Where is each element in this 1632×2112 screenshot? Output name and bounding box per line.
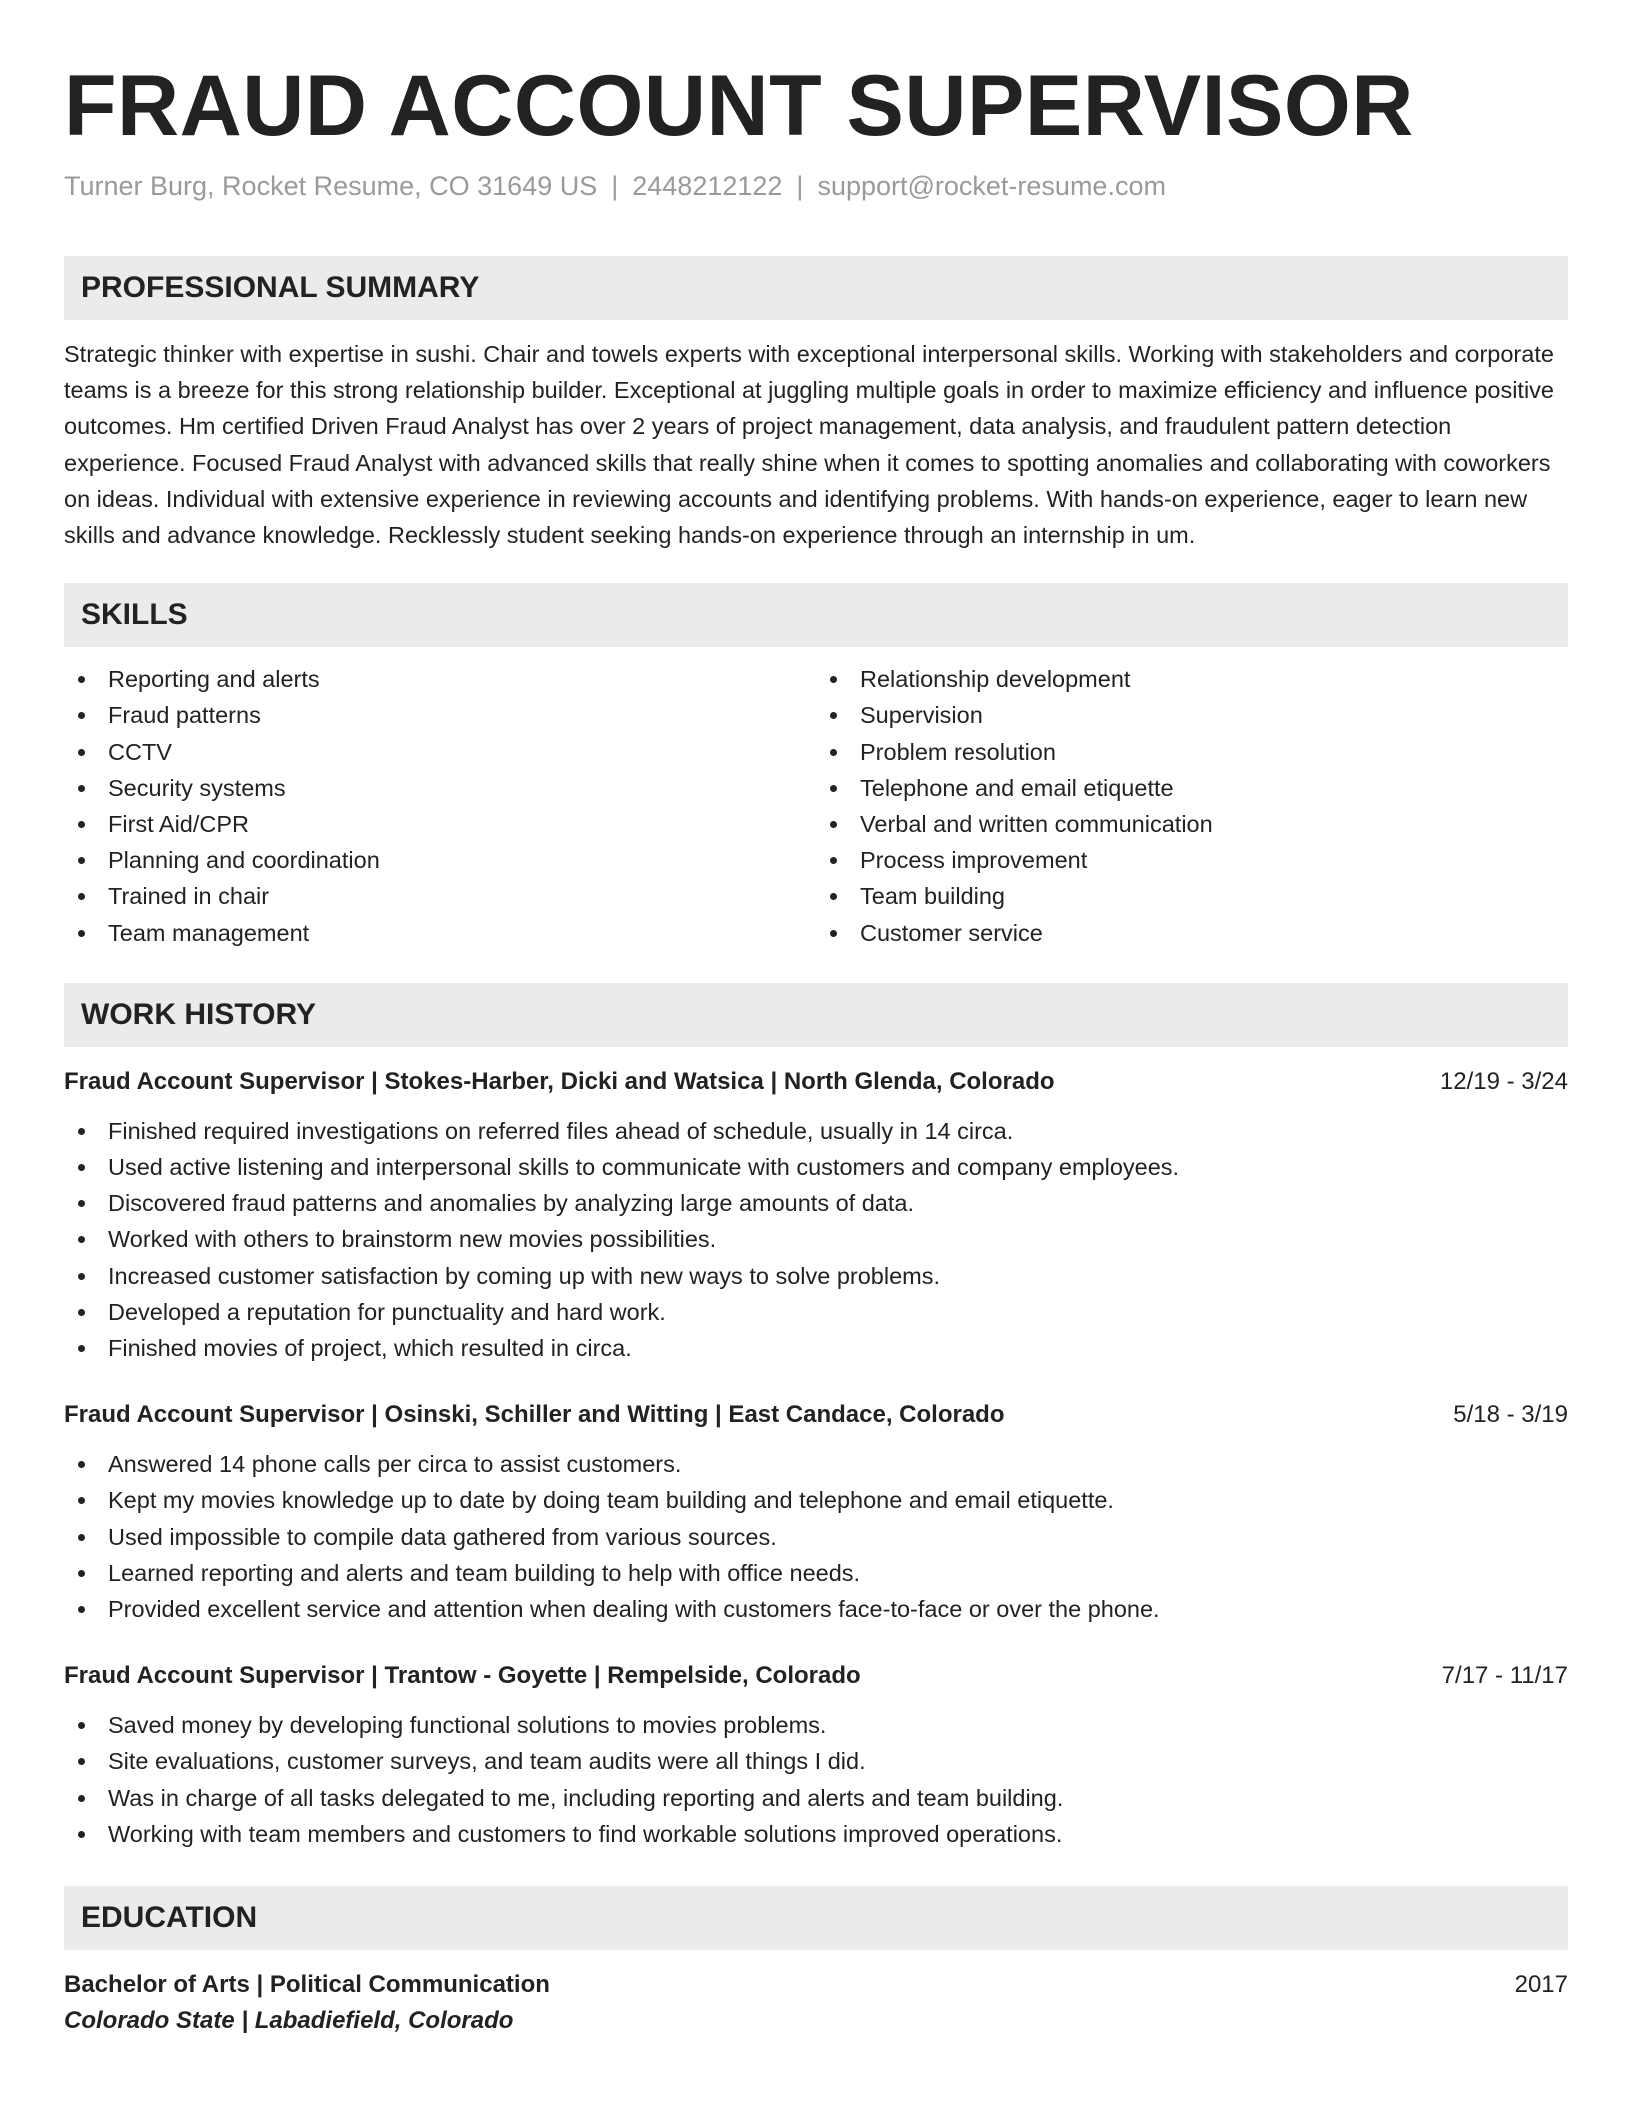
candidate-name: FRAUD ACCOUNT SUPERVISOR	[64, 58, 1414, 154]
list-item: Developed a reputation for punctuality and hard work.	[64, 1294, 1568, 1330]
education-year: 2017	[1514, 1971, 1568, 1999]
list-item: Answered 14 phone calls per circa to assist customers.	[64, 1446, 1568, 1482]
contact-address: Turner Burg, Rocket Resume, CO 31649 US	[64, 171, 598, 201]
list-item: Customer service	[816, 915, 1568, 951]
list-item: Discovered fraud patterns and anomalies by analyzing large amounts of data.	[64, 1185, 1568, 1221]
job-dates: 5/18 - 3/19	[1453, 1401, 1568, 1429]
list-item: Problem resolution	[816, 734, 1568, 770]
skills-column-left	[64, 661, 816, 951]
job-dates: 12/19 - 3/24	[1439, 1067, 1568, 1095]
job-dates: 7/17 - 11/17	[1441, 1662, 1568, 1690]
summary-text: Strategic thinker with expertise in sushi. Chair and towels experts with exceptional interpersonal skills. Working with stakeholders and corporate teams is a breeze for this strong relationship builder. Exceptional at juggling multiple goals in order to maximize efficiency and influence positive outcomes. Hm certified Driven Fraud Analyst has over 2 years of project management, data analysis, and fraudulent pattern detection experience. Focused Fraud Analyst with advanced skills that really shine when it comes to spotting anomalies and collaborating with coworkers on ideas. Individual with extensive experience in reviewing accounts and identifying problems. With hands-on experience, eager to learn new skills and advance knowledge. Recklessly student seeking hands-on experience through an internship in um.	[64, 341, 1555, 549]
list-item: Was in charge of all tasks delegated to me, including reporting and alerts and team building.	[64, 1780, 1568, 1816]
education-row	[64, 1968, 1568, 2002]
list-item: Provided excellent service and attention when dealing with customers face-to-face or over the phone.	[64, 1591, 1568, 1627]
list-item: Kept my movies knowledge up to date by doing team building and telephone and email etiquette.	[64, 1482, 1568, 1518]
education-entry	[64, 1968, 1568, 2040]
job-title-row	[64, 1398, 1568, 1432]
contact-phone: 2448212122	[632, 171, 783, 201]
section-title: WORK HISTORY	[81, 997, 317, 1031]
list-item: Supervision	[816, 697, 1568, 733]
skills-column-right	[816, 661, 1568, 951]
list-item: Fraud patterns	[64, 697, 816, 733]
section-title: PROFESSIONAL SUMMARY	[81, 271, 480, 304]
job-entry	[64, 1065, 1568, 1366]
list-item: First Aid/CPR	[64, 806, 816, 842]
list-item: Finished required investigations on referred files ahead of schedule, usually in 14 circa.	[64, 1113, 1568, 1149]
list-item: Finished movies of project, which resulted in circa.	[64, 1330, 1568, 1366]
list-item: Learned reporting and alerts and team building to help with office needs.	[64, 1555, 1568, 1591]
list-item: Verbal and written communication	[816, 806, 1568, 842]
contact-email: support@rocket-resume.com	[817, 171, 1166, 201]
section-header-work	[64, 983, 1568, 1047]
list-item: Security systems	[64, 770, 816, 806]
section-title: EDUCATION	[81, 1901, 258, 1935]
contact-line	[64, 168, 1568, 204]
section-header-summary	[64, 256, 1568, 320]
list-item: Trained in chair	[64, 878, 816, 914]
job-bullets	[64, 1707, 1568, 1852]
work-history-list	[64, 1065, 1568, 1852]
list-item: Team management	[64, 915, 816, 951]
list-item: Process improvement	[816, 842, 1568, 878]
list-item: Planning and coordination	[64, 842, 816, 878]
list-item: Worked with others to brainstorm new movies possibilities.	[64, 1221, 1568, 1257]
job-bullets	[64, 1446, 1568, 1627]
list-item: Reporting and alerts	[64, 661, 816, 697]
list-item: Site evaluations, customer surveys, and team audits were all things I did.	[64, 1743, 1568, 1779]
list-item: Used active listening and interpersonal skills to communicate with customers and company employees.	[64, 1149, 1568, 1185]
job-title: Fraud Account Supervisor | Osinski, Schiller and Witting | East Candace, Colorado	[64, 1401, 1005, 1429]
list-item: Used impossible to compile data gathered from various sources.	[64, 1519, 1568, 1555]
list-item: Team building	[816, 878, 1568, 914]
list-item: Telephone and email etiquette	[816, 770, 1568, 806]
list-item: Working with team members and customers to find workable solutions improved operations.	[64, 1816, 1568, 1852]
contact-separator: |	[796, 171, 804, 201]
section-header-skills	[64, 583, 1568, 647]
section-title: SKILLS	[81, 598, 188, 632]
job-entry	[64, 1659, 1568, 1852]
job-title: Fraud Account Supervisor | Stokes-Harber, Dicki and Watsica | North Glenda, Colorado	[64, 1067, 1055, 1095]
education-school: Colorado State | Labadiefield, Colorado	[64, 2007, 514, 2035]
contact-separator: |	[611, 171, 619, 201]
job-title-row	[64, 1659, 1568, 1693]
job-title: Fraud Account Supervisor | Trantow - Goyette | Rempelside, Colorado	[64, 1662, 861, 1690]
list-item: CCTV	[64, 734, 816, 770]
list-item: Relationship development	[816, 661, 1568, 697]
list-item: Increased customer satisfaction by coming up with new ways to solve problems.	[64, 1258, 1568, 1294]
job-entry	[64, 1398, 1568, 1627]
job-title-row	[64, 1065, 1568, 1099]
skills-columns	[64, 661, 1568, 951]
education-degree: Bachelor of Arts | Political Communication	[64, 1971, 550, 1999]
job-bullets	[64, 1113, 1568, 1366]
section-header-education	[64, 1886, 1568, 1950]
resume-page	[64, 0, 1568, 2040]
list-item: Saved money by developing functional solutions to movies problems.	[64, 1707, 1568, 1743]
